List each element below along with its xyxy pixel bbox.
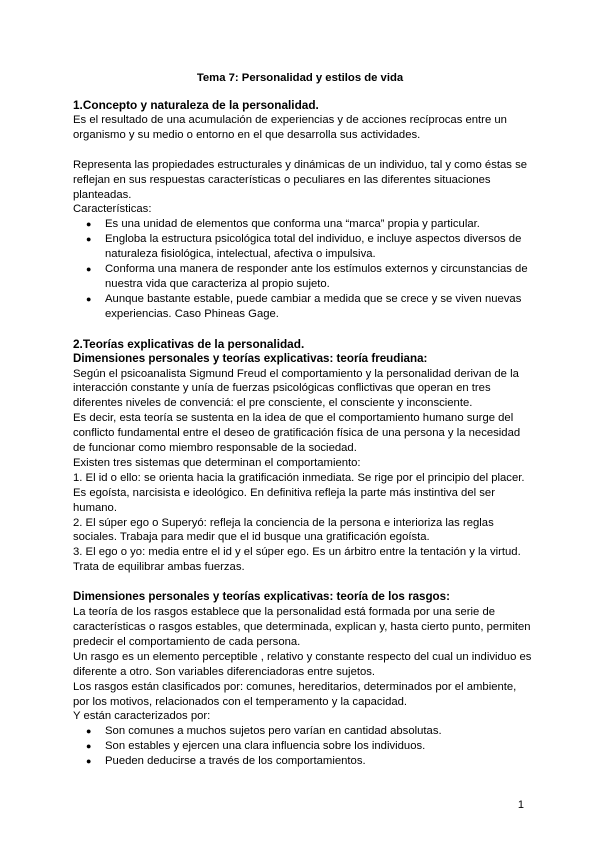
bullet-icon: ● [86, 756, 92, 767]
traits-list [73, 724, 535, 769]
bullet-icon: ● [86, 219, 92, 230]
paragraph: 2. El súper ego o Superyó: refleja la conciencia de la persona e interioriza las reglas sociales. Trabaja para medir que el id busque una gratificación egoísta. [73, 516, 494, 544]
list-item: ● Conforma una manera de responder ante los estímulos externos y circunstancias de nuestra vida que caracteriza al propio sujeto. [86, 263, 528, 290]
paragraph: Y están caracterizados por: [73, 710, 211, 723]
section-1-heading: 1.Concepto y naturaleza de la personalidad. [73, 98, 319, 112]
paragraph: Según el psicoanalista Sigmund Freud el comportamiento y la personalidad derivan de la interacción constante y unía de fuerzas psicológicas conflictivas que operan en tres diferentes niveles de convenciá: el pre consciente, el consciente y inconsciente. [73, 367, 519, 410]
characteristics-label: Características: [73, 203, 152, 216]
paragraph: Es el resultado de una acumulación de experiencias y de acciones recíprocas entre un organismo y su medio o entorno en el que desarrolla sus actividades. [73, 113, 507, 141]
page-number: 1 [517, 799, 524, 811]
paragraph: Representa las propiedades estructurales y dinámicas de un individuo, tal y como éstas se reflejan en sus respuestas características o peculiares en las diferentes situaciones planteadas. [73, 158, 528, 201]
list-item: ● Pueden deducirse a través de los comportamientos. [86, 755, 366, 768]
characteristics-list [73, 217, 535, 321]
bullet-icon: ● [86, 741, 92, 752]
subsection-heading: Dimensiones personales y teorías explicativas: teoría de los rasgos: [73, 590, 450, 604]
list-item: ● Son comunes a muchos sujetos pero varían en cantidad absolutas. [86, 725, 442, 738]
bullet-icon: ● [86, 293, 92, 304]
list-item: ● Aunque bastante estable, puede cambiar a medida que se crece y se viven nuevas experiencias. Caso Phineas Gage. [86, 292, 522, 320]
paragraph: Existen tres sistemas que determinan el comportamiento: [73, 456, 361, 469]
paragraph: Un rasgo es un elemento perceptible , relativo y constante respecto del cual un individuo es diferente a otro. Son variables diferenciadoras entre sujetos. [73, 650, 532, 678]
list-item: ● Es una unidad de elementos que conforma una “marca” propia y particular. [86, 218, 480, 231]
list-item: ● Son estables y ejercen una clara influencia sobre los individuos. [86, 740, 426, 753]
bullet-icon: ● [86, 234, 92, 245]
paragraph: La teoría de los rasgos establece que la personalidad está formada por una serie de características o rasgos estables, que determinada, explican y, hasta cierto punto, permiten predecir el comportamiento de cada persona. [73, 606, 531, 648]
document-title: Tema 7: Personalidad y estilos de vida [196, 72, 404, 84]
paragraph: 1. El id o ello: se orienta hacia la gratificación inmediata. Se rige por el principio del placer. Es egoísta, narcisista e ideológico. En definitiva refleja la parte más instintiva del ser humano. [73, 471, 525, 514]
bullet-icon: ● [86, 264, 92, 275]
paragraph: 3. El ego o yo: media entre el id y el súper ego. Es un árbitro entre la tentación y la virtud. Trata de equilibrar ambas fuerzas. [73, 546, 521, 574]
section-2-heading: 2.Teorías explicativas de la personalidad. [73, 336, 305, 351]
list-item: ● Engloba la estructura psicológica total del individuo, e incluye aspectos diversos de naturaleza fisiológica, intelectual, afectiva o impulsiva. [86, 233, 522, 261]
paragraph: Es decir, esta teoría se sustenta en la idea de que el comportamiento humano surge del conflicto fundamental entre el deseo de gratificación física de una persona y la necesidad de funcionar como miembro responsable de la sociedad. [73, 412, 521, 455]
bullet-icon: ● [86, 726, 92, 737]
subsection-heading: Dimensiones personales y teorías explicativas: teoría freudiana: [73, 351, 428, 365]
document-body [73, 98, 535, 769]
paragraph: Los rasgos están clasificados por: comunes, hereditarios, determinados por el ambiente, por los motivos, relacionados con el temperamento y la capacidad. [73, 680, 517, 708]
